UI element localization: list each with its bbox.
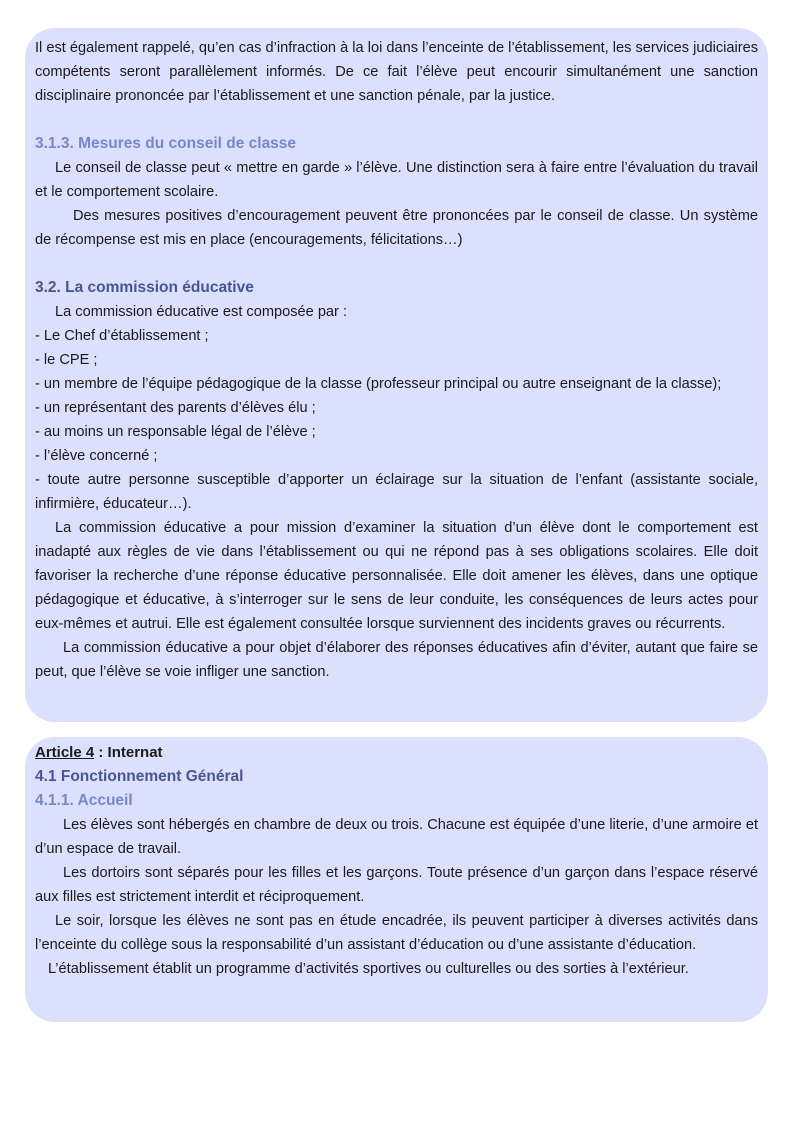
paragraph: Les dortoirs sont séparés pour les filles et les garçons. Toute présence d’un garçon dans l’espace réservé aux filles est strictement interdit et réciproquement. [35, 865, 758, 905]
list-item: - l’élève concerné ; [35, 448, 158, 464]
list-item: - un représentant des parents d’élèves élu ; [35, 400, 316, 416]
article-heading [35, 741, 758, 765]
intro-paragraph: Il est également rappelé, qu’en cas d’infraction à la loi dans l’enceinte de l’établissement, les services judiciaires compétents seront parallèlement informés. De ce fait l’élève peut encourir simultanément une sanction disciplinaire prononcée par l’établissement et une sanction pénale, par la justice. [35, 40, 758, 104]
spacer [35, 108, 758, 132]
paragraph: Les élèves sont hébergés en chambre de deux ou trois. Chacune est équipée d’une literie, d’une armoire et d’un espace de travail. [35, 817, 758, 857]
paragraph: Le soir, lorsque les élèves ne sont pas en étude encadrée, ils peuvent participer à diverses activités dans l’enceinte du collège sous la responsabilité d’un assistant d’éducation ou d’une assistante d’éducation. [35, 913, 758, 953]
lead-paragraph: La commission éducative est composée par : [55, 304, 348, 320]
paragraph: Le conseil de classe peut « mettre en garde » l’élève. Une distinction sera à faire entre l’évaluation du travail et le comportement scolaire. [35, 160, 758, 200]
section-box-internat [25, 737, 768, 1022]
list-item: - un membre de l’équipe pédagogique de la classe (professeur principal ou autre enseignant de la classe); [35, 376, 722, 392]
article-label: Article 4 [35, 744, 95, 761]
heading-3-2: 3.2. La commission éducative [35, 279, 254, 296]
paragraph: Des mesures positives d’encouragement peuvent être prononcées par le conseil de classe. Un système de récompense est mis en place (encouragements, félicitations…) [35, 208, 758, 248]
heading-4-1-1: 4.1.1. Accueil [35, 792, 133, 809]
section-box-discipline [25, 28, 768, 722]
article-title: : Internat [94, 744, 163, 761]
heading-4-1: 4.1 Fonctionnement Général [35, 768, 244, 785]
list-item: - au moins un responsable légal de l’élève ; [35, 424, 316, 440]
list-item: - le CPE ; [35, 352, 98, 368]
list-item: - Le Chef d’établissement ; [35, 328, 209, 344]
spacer [35, 252, 758, 276]
paragraph: L’établissement établit un programme d’activités sportives ou culturelles ou des sorties à l’extérieur. [48, 961, 689, 977]
heading-3-1-3: 3.1.3. Mesures du conseil de classe [35, 135, 297, 152]
paragraph: La commission éducative a pour mission d’examiner la situation d’un élève dont le comportement est inadapté aux règles de vie dans l’établissement ou qui ne répond pas à ses obligations scolaires. Elle doit favoriser la recherche d’une réponse éducative personnalisée. Elle doit amener les élèves, dans une optique pédagogique et éducative, à s’interroger sur le sens de leur conduite, les conséquences de leurs actes pour eux-mêmes et autrui. Elle est également consultée lorsque surviennent des incidents graves ou récurrents. [35, 520, 758, 632]
list-item: - toute autre personne susceptible d’apporter un éclairage sur la situation de l’enfant (assistante sociale, infirmière, éducateur…). [35, 472, 758, 512]
paragraph: La commission éducative a pour objet d’élaborer des réponses éducatives afin d’éviter, autant que faire se peut, que l’élève se voie infliger une sanction. [35, 640, 758, 680]
